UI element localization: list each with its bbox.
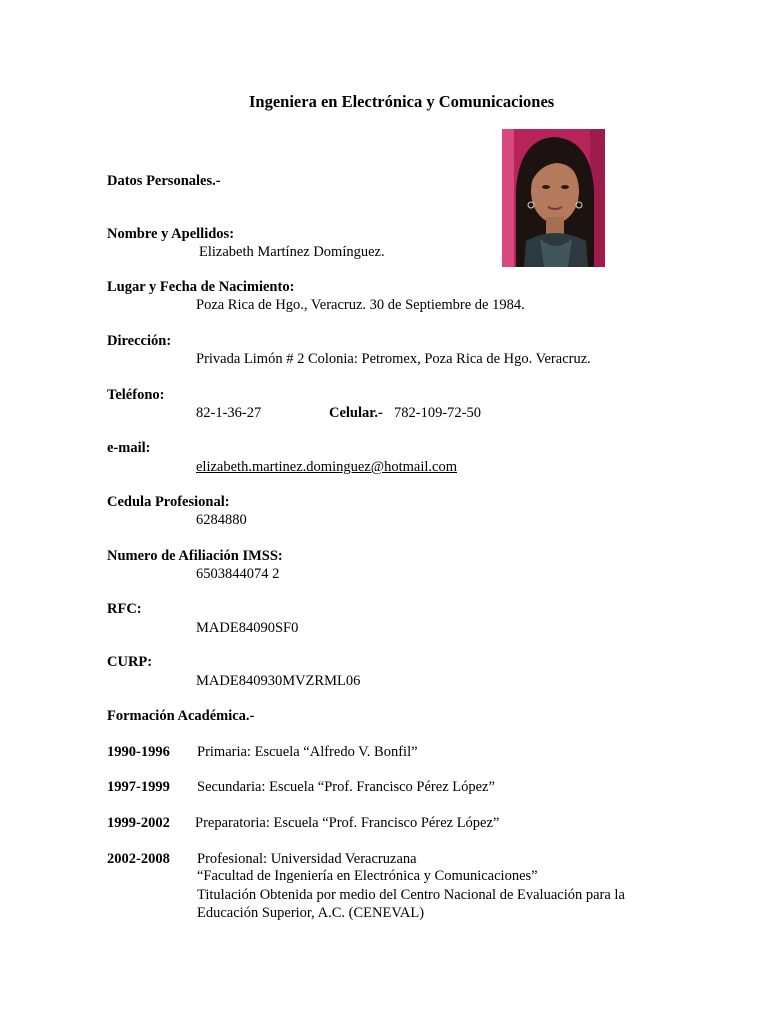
curp-label: CURP:: [107, 654, 153, 670]
curp-value: MADE840930MVZRML06: [196, 673, 361, 689]
phone-value: 82-1-36-27: [196, 405, 262, 421]
phone-label: Teléfono:: [107, 387, 165, 403]
address-label: Dirección:: [107, 333, 172, 349]
education-heading: Formación Académica.-: [107, 708, 255, 724]
education-years: 1997-1999: [107, 779, 170, 795]
name-value: Elizabeth Martínez Domínguez.: [199, 244, 385, 260]
rfc-value: MADE84090SF0: [196, 620, 299, 636]
address-value: Privada Limón # 2 Colonia: Petromex, Poza Rica de Hgo. Veracruz.: [196, 351, 591, 367]
education-years: 1990-1996: [107, 744, 170, 760]
education-detail: Primaria: Escuela “Alfredo V. Bonfil”: [197, 744, 418, 760]
education-detail: Secundaria: Escuela “Prof. Francisco Pérez López”: [197, 779, 495, 795]
imss-value: 6503844074 2: [196, 566, 280, 582]
education-detail: Preparatoria: Escuela “Prof. Francisco Pérez López”: [195, 815, 500, 831]
education-years: 2002-2008: [107, 851, 170, 867]
email-label: e-mail:: [107, 440, 151, 456]
rfc-label: RFC:: [107, 601, 142, 617]
profile-photo: [502, 129, 605, 267]
imss-label: Numero de Afiliación IMSS:: [107, 548, 283, 564]
education-detail: Educación Superior, A.C. (CENEVAL): [197, 905, 425, 921]
education-detail: “Facultad de Ingeniería en Electrónica y Comunicaciones”: [197, 868, 538, 884]
cedula-label: Cedula Profesional:: [107, 494, 230, 510]
cell-value: 782-109-72-50: [394, 405, 481, 421]
education-detail: Profesional: Universidad Veracruzana: [197, 851, 417, 867]
birth-label: Lugar y Fecha de Nacimiento:: [107, 279, 295, 295]
name-label: Nombre y Apellidos:: [107, 226, 235, 242]
education-years: 1999-2002: [107, 815, 170, 831]
personal-heading: Datos Personales.-: [107, 173, 221, 189]
education-detail: Titulación Obtenida por medio del Centro Nacional de Evaluación para la: [197, 887, 625, 903]
cedula-value: 6284880: [196, 512, 247, 528]
email-link[interactable]: elizabeth.martinez.dominguez@hotmail.com: [196, 459, 457, 475]
birth-value: Poza Rica de Hgo., Veracruz. 30 de Septiembre de 1984.: [196, 297, 525, 313]
cell-label: Celular.-: [329, 405, 383, 421]
page-title: Ingeniera en Electrónica y Comunicaciones: [249, 92, 555, 111]
